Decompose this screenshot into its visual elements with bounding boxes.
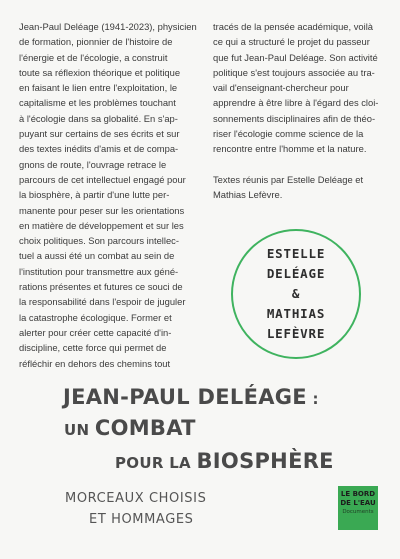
publisher-logo-line-3: Documents: [342, 509, 374, 515]
title-article: UN: [64, 421, 95, 439]
text-line: puyant sur certains de ses écrits et sur: [19, 128, 180, 140]
text-line: toute sa réflexion théorique et politique: [19, 66, 181, 78]
text-line: la responsabilité dans l'espoir de juguler: [19, 296, 186, 308]
text-line: sonnements disciplinaires afin de théo-: [213, 112, 376, 124]
text-line: discipline, cette force qui permet de: [19, 342, 167, 354]
publisher-logo-line-1: LE BORD: [340, 490, 376, 498]
text-line: des textes inédits d'amis et de compa-: [19, 143, 179, 155]
publisher-logo: [338, 486, 378, 530]
book-title-line-2: [64, 416, 196, 440]
author-first-name-1: ESTELLE: [266, 246, 326, 261]
title-preposition: POUR LA: [115, 454, 197, 472]
text-line: la catastrophe écologique. Former et: [19, 311, 172, 323]
text-line: apprendre à être libre à l'égard des cloi-: [213, 97, 379, 109]
editors-credit: [213, 172, 385, 203]
text-line: ce qui a structuré le projet du passeur: [213, 36, 370, 48]
book-title-line-3: [115, 449, 334, 473]
text-line: à l'écologie dans sa globalité. En s'ap-: [19, 112, 178, 124]
back-cover-text-left-column: [19, 19, 200, 371]
authors-circle: [231, 229, 361, 359]
text-line: la biosphère, à partir d'une lutte per-: [19, 189, 170, 201]
text-line: tuel a aussi été un combat au sein de: [19, 250, 175, 262]
publisher-logo-line-2: DE L'EAU: [340, 499, 376, 507]
text-line: en faisant le lien entre l'exploitation, le: [19, 82, 178, 94]
title-colon: :: [306, 390, 319, 408]
text-line: politique s'est toujours associée au tra-: [213, 66, 375, 78]
text-line: tracés de la pensée académique, voilà: [213, 21, 373, 32]
text-line: gnons de route, l'ouvrage retrace le: [19, 158, 167, 170]
author-last-name-2: LEFÈVRE: [266, 326, 326, 341]
text-line: réfléchir en dehors des chemins tout: [19, 357, 171, 369]
credit-line: Mathias Lefèvre.: [213, 188, 283, 200]
text-line: vail d'enseignant-chercheur pour: [213, 82, 349, 94]
title-biosphere: BIOSPHÈRE: [196, 449, 334, 473]
text-line: rencontre entre l'homme et la nature.: [213, 143, 367, 155]
subtitle-line-1: MORCEAUX CHOISIS: [65, 491, 207, 506]
text-line: rations présentes et futures ce souci de: [19, 281, 183, 293]
author-last-name-1: DELÉAGE: [266, 266, 326, 281]
credit-line: Textes réunis par Estelle Deléage et: [213, 173, 364, 185]
text-line: choix politiques. Son parcours intellec-: [19, 235, 179, 247]
back-cover-text-right-column: [213, 19, 385, 202]
text-line: riser l'écologie comme science de la: [213, 128, 364, 140]
title-combat: COMBAT: [94, 416, 196, 440]
text-line: Jean-Paul Deléage (1941-2023), physicien: [19, 21, 197, 32]
subtitle-line-2: ET HOMMAGES: [89, 512, 194, 527]
text-line: en matière de développement et sur les: [19, 219, 184, 231]
title-name: JEAN-PAUL DELÉAGE: [63, 385, 307, 409]
right-column-body: [213, 19, 385, 157]
text-line: que fut Jean-Paul Deléage. Son activité: [213, 51, 378, 63]
text-line: alerter pour créer cette capacité d'in-: [19, 326, 172, 338]
text-line: de formation, pionnier de l'histoire de: [19, 36, 173, 48]
text-line: parcours de cet intellectuel engagé pour: [19, 173, 186, 185]
author-ampersand: &: [291, 286, 301, 301]
author-first-name-2: MATHIAS: [266, 306, 326, 321]
text-line: l'institution pour transmettre aux géné-: [19, 265, 179, 277]
text-line: capitalisme et les problèmes touchant: [19, 97, 176, 109]
text-line: l'énergie et de l'écologie, a construit: [19, 51, 168, 63]
text-line: manente pour peser sur les orientations: [19, 204, 185, 216]
book-title-line-1: [63, 385, 319, 409]
